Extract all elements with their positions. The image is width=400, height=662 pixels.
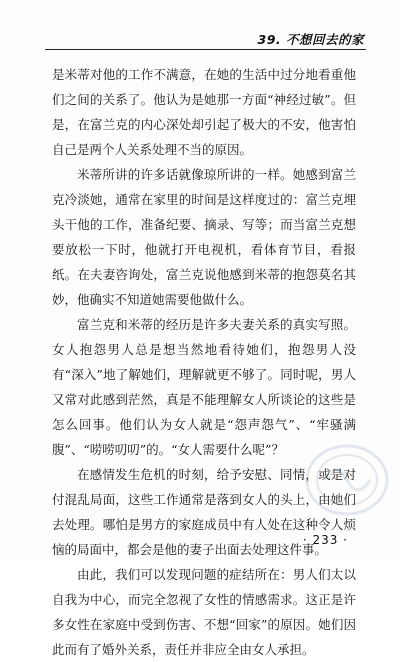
page-number: · 233 · <box>302 533 348 547</box>
body-text <box>52 62 356 662</box>
paragraph-5: 由此，我们可以发现问题的症结所在：男人们太以自我为中心，而完全忽视了女性的情感需求。这正是许多女性在家庭中受到伤害、不想“回家”的原因。她们因此而有了婚外关系，责任并非应全由女人承担。 <box>52 567 356 657</box>
paragraph-1: 是米蒂对他的工作不满意，在她的生活中过分地看重他们之间的关系了。他认为是她那一方面“神经过敏”。但是，在富兰克的内心深处却引起了极大的不安，他害怕自己是两个人关系处理不当的原因。 <box>52 67 356 157</box>
watermark-stamp-icon <box>302 440 392 520</box>
paragraph-2: 米蒂所讲的许多话就像琼所讲的一样。她感到富兰克冷淡她，通常在家里的时间是这样度过的：富兰克埋头干他的工作，准备纪要、摘录、写等；而当富兰克想要放松一下时，他就打开电视机，看体育节目，看报纸。在夫妻咨询处，富兰克说他感到米蒂的抱怨莫名其妙，他确实不知道她需要他做什么。 <box>52 167 356 307</box>
paragraph-3: 富兰克和米蒂的经历是许多夫妻关系的真实写照。女人抱怨男人总是想当然地看待她们，抱怨男人没有“深入”地了解她们，理解就更不够了。同时呢，男人又常对此感到茫然，真是不能理解女人所谈论的这些是怎么回事。他们认为女人就是“怨声怨气”、“牢骚满腹”、“唠唠叨叨”的。“女人需要什么呢”？ <box>52 317 356 457</box>
paragraph-4: 在感情发生危机的时刻，给予安慰、同情，或是对付混乱局面，这些工作通常是落到女人的头上，由她们去处理。哪怕是男方的家庭成员中有人处在这种令人烦恼的局面中，都会是他的妻子出面去处理这件事。 <box>52 467 356 557</box>
running-header-chapter-title: 39. 不想回去的家 <box>257 32 364 47</box>
header-rule <box>45 49 366 50</box>
